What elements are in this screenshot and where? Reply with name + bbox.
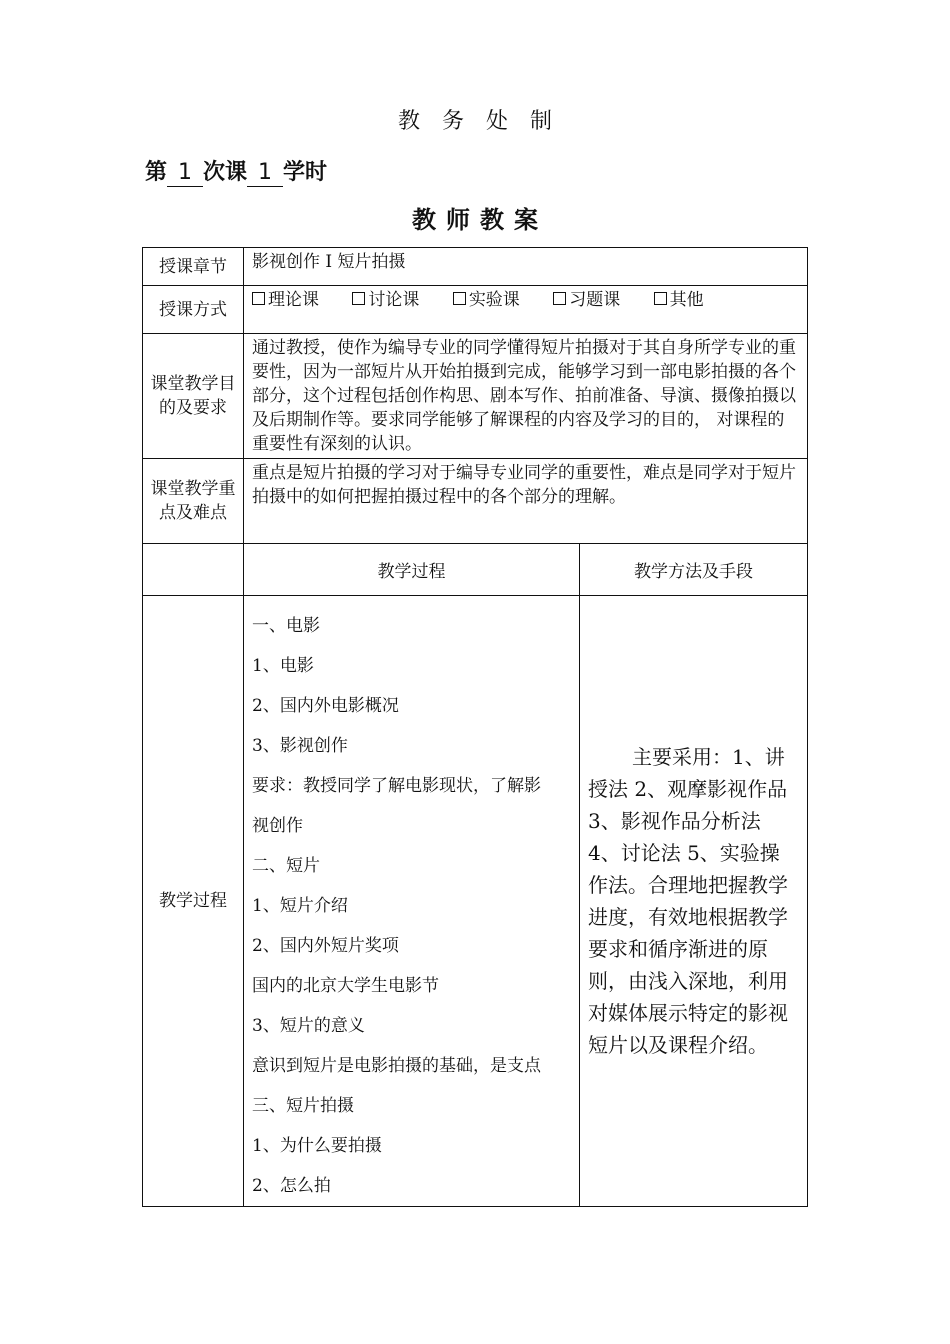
mode-options xyxy=(244,286,807,314)
row-chapter xyxy=(143,248,808,286)
session-suffix: 学时 xyxy=(283,160,328,185)
checkbox-icon xyxy=(453,292,466,305)
list-item: 3、短片的意义 xyxy=(252,1016,365,1036)
lesson-plan-table xyxy=(142,247,808,1207)
hours-number: 1 xyxy=(247,160,283,187)
row-process xyxy=(143,596,808,1207)
method-text: 主要采用：1、讲授法 2、观摩影视作品 3、影视作品分析法 4、讨论法 5、实验操作法。合理地把握教学进度，有效地根据教学要求和循序渐进的原则，由浅入深地，利用对媒体展示特定的影视短片以及课程介绍。 xyxy=(580,596,808,1207)
mode-label: 授课方式 xyxy=(143,286,244,334)
mode-cell xyxy=(244,286,808,334)
focus-text: 重点是短片拍摄的学习对于编导专业同学的重要性，难点是同学对于短片拍摄中的如何把握拍摄过程中的各个部分的理解。 xyxy=(252,463,796,507)
list-item: 3、影视创作 xyxy=(252,736,348,756)
page-title: 教师教案 xyxy=(412,206,548,234)
list-item: 一、电影 xyxy=(252,616,320,636)
goal-cell xyxy=(244,334,808,459)
list-item: 2、怎么拍 xyxy=(252,1176,331,1196)
list-item: 意识到短片是电影拍摄的基础，是支点 xyxy=(252,1056,541,1076)
process-label: 教学过程 xyxy=(143,596,244,1207)
goal-text: 通过教授，使作为编导专业的同学懂得短片拍摄对于其自身所学专业的重要性，因为一部短片从开始拍摄到完成，能够学习到一部电影拍摄的各个部分，这个过程包括创作构思、剧本写作、拍前准备、导演、摄像拍摄以及后期制作等。要求同学能够了解课程的内容及学习的目的， 对课程的重要性有深刻的认识。 xyxy=(252,338,796,454)
list-item: 视创作 xyxy=(252,816,303,836)
row-goal xyxy=(143,334,808,459)
checkbox-icon xyxy=(553,292,566,305)
list-item: 1、短片介绍 xyxy=(252,896,348,916)
goal-label: 课堂教学目的及要求 xyxy=(143,334,244,459)
list-item: 二、短片 xyxy=(252,856,320,876)
list-item: 国内的北京大学生电影节 xyxy=(252,976,439,996)
session-prefix: 第 xyxy=(145,160,168,185)
list-item: 要求：教授同学了解电影现状，了解影 xyxy=(252,776,541,796)
session-line xyxy=(145,155,327,187)
list-item: 三、短片拍摄 xyxy=(252,1096,354,1116)
mode-option-lab[interactable]: 实验课 xyxy=(453,288,520,312)
process-header: 教学过程 xyxy=(244,544,580,596)
list-item: 2、国内外电影概况 xyxy=(252,696,399,716)
session-mid: 次课 xyxy=(203,160,248,185)
focus-label: 课堂教学重点及难点 xyxy=(143,459,244,544)
session-number: 1 xyxy=(167,160,203,187)
list-item: 2、国内外短片奖项 xyxy=(252,936,399,956)
chapter-value: 影视创作 I 短片拍摄 xyxy=(252,252,406,272)
mode-option-theory[interactable]: 理论课 xyxy=(252,288,319,312)
checkbox-icon xyxy=(252,292,265,305)
issuer-line: 教务处制 xyxy=(397,109,574,134)
chapter-cell xyxy=(244,248,808,286)
process-list xyxy=(244,596,579,1206)
method-header: 教学方法及手段 xyxy=(580,544,808,596)
mode-option-exercise[interactable]: 习题课 xyxy=(553,288,620,312)
row-focus xyxy=(143,459,808,544)
checkbox-icon xyxy=(352,292,365,305)
list-item: 1、电影 xyxy=(252,656,314,676)
row-mode xyxy=(143,286,808,334)
list-item: 1、为什么要拍摄 xyxy=(252,1136,382,1156)
focus-cell xyxy=(244,459,808,544)
mode-option-discussion[interactable]: 讨论课 xyxy=(352,288,419,312)
blank-header-cell xyxy=(143,544,244,596)
process-cell xyxy=(244,596,580,1207)
mode-option-other[interactable]: 其他 xyxy=(654,288,704,312)
chapter-label: 授课章节 xyxy=(143,248,244,286)
checkbox-icon xyxy=(654,292,667,305)
row-headers xyxy=(143,544,808,596)
